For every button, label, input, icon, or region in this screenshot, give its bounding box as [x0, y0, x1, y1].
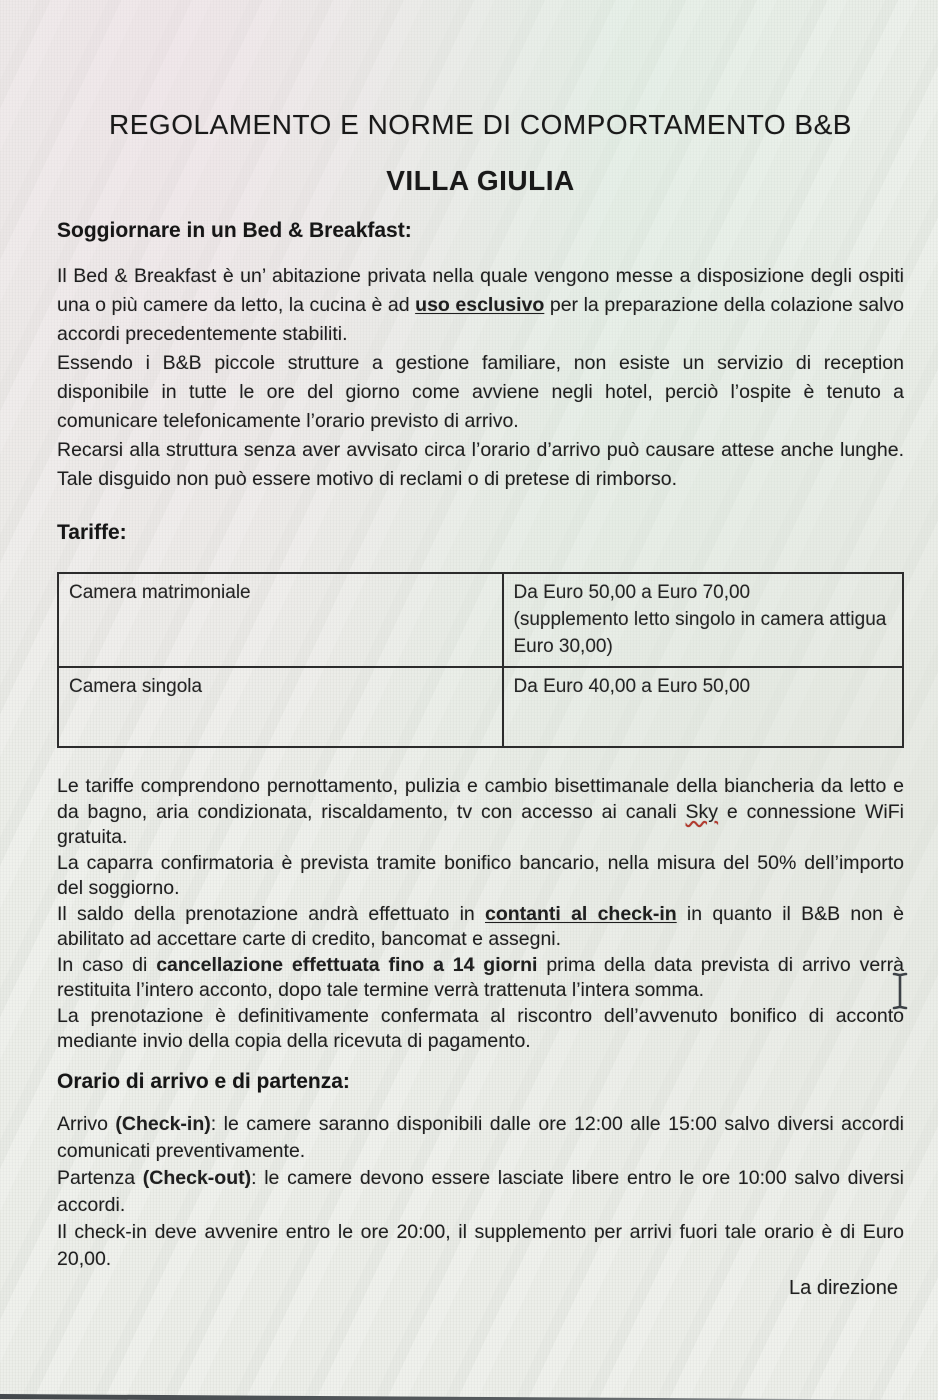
text-segment: per la preparazione della colazione salvo accordi precedentemente stabiliti.	[57, 294, 904, 345]
conditions-text-block	[57, 774, 904, 1055]
paragraph-check-out	[57, 1165, 904, 1219]
text-segment: Il saldo della prenotazione andrà effettuato in	[57, 902, 485, 925]
intro-text-block	[57, 262, 904, 494]
table-cell-price	[503, 573, 904, 667]
tariffe-table	[57, 572, 904, 748]
paragraph-tariffe-include	[57, 774, 904, 851]
emphasis-check-out: (Check-out)	[142, 1166, 252, 1189]
text-segment: Il Bed & Breakfast è un’ abitazione privata nella quale vengono messe a disposizione degli ospiti una o più camere da letto, la cucina è ad	[57, 265, 904, 316]
document-subtitle: VILLA GIULIA	[386, 165, 575, 196]
paragraph-intro-2: Essendo i B&B piccole strutture a gestione familiare, non esiste un servizio di reception disponibile in tutte le ore del giorno come avviene negli hotel, perciò l’ospite è tenuto a comunicare telefonicamente l’orario previsto di arrivo.	[57, 352, 904, 432]
paragraph-intro-1	[57, 262, 904, 349]
price-range: Da Euro 50,00 a Euro 70,00	[513, 582, 751, 603]
screen-bottom-edge	[0, 1394, 938, 1400]
document-title: REGOLAMENTO E NORME DI COMPORTAMENTO B&B	[109, 109, 852, 140]
text-segment: : le camere devono essere lasciate libere entro le ore 10:00 salvo diversi accordi.	[57, 1166, 905, 1216]
section-heading-orario: Orario di arrivo e di partenza:	[57, 1069, 350, 1093]
table-cell-room: Camera matrimoniale	[58, 573, 503, 667]
table-cell-room: Camera singola	[58, 667, 503, 747]
table-row	[58, 573, 903, 667]
document-content	[0, 108, 938, 1301]
signature: La direzione	[789, 1276, 898, 1299]
emphasis-cancellazione-14-giorni: cancellazione effettuata fino a 14 giorni	[156, 953, 538, 976]
paragraph-intro-3: Recarsi alla struttura senza aver avvisato circa l’orario d’arrivo può causare attese anche lunghe. Tale disguido non può essere motivo di reclami o di pretese di rimborso.	[57, 439, 904, 490]
text-segment: Partenza	[57, 1166, 143, 1189]
text-segment: in quanto il B&B non è abilitato ad accettare carte di credito, bancomat e assegni.	[57, 902, 904, 950]
text-segment: In caso di	[57, 953, 157, 976]
text-segment: : le camere saranno disponibili dalle ore 12:00 alle 15:00 salvo diversi accordi comunicati preventivamente.	[57, 1112, 904, 1162]
emphasis-contanti-check-in: contanti al check-in	[485, 902, 677, 925]
text-cursor-ibeam-icon	[890, 971, 910, 1011]
price-range: Da Euro 40,00 a Euro 50,00	[513, 676, 751, 697]
paragraph-conferma-prenotazione: La prenotazione è definitivamente confermata al riscontro dell’avvenuto bonifico di acconto mediante invio della copia della ricevuta di pagamento.	[57, 1004, 904, 1052]
paragraph-cancellazione	[57, 953, 904, 1004]
text-segment: Arrivo	[57, 1112, 116, 1135]
paragraph-check-in-limite: Il check-in deve avvenire entro le ore 20:00, il supplemento per arrivi fuori tale orario è di Euro 20,00.	[57, 1220, 904, 1270]
section-heading-soggiornare: Soggiornare in un Bed & Breakfast:	[57, 219, 412, 242]
spellcheck-word-sky: Sky	[685, 800, 719, 823]
table-cell-price	[503, 667, 904, 747]
text-segment: prima della data prevista di arrivo verrà restituita l’intero acconto, dopo tale termine verrà trattenuta l’intera somma.	[57, 953, 904, 1001]
table-row	[58, 667, 903, 747]
text-segment: Le tariffe comprendono pernottamento, pulizia e cambio bisettimanale della biancheria da letto e da bagno, aria condizionata, riscaldamento, tv con accesso ai canali	[57, 775, 904, 823]
orario-text-block	[57, 1111, 904, 1273]
paragraph-caparra: La caparra confirmatoria è prevista tramite bonifico bancario, nella misura del 50% dell’importo del soggiorno.	[57, 851, 904, 899]
paragraph-saldo	[57, 902, 904, 953]
emphasis-uso-esclusivo: uso esclusivo	[415, 294, 545, 316]
emphasis-check-in: (Check-in)	[115, 1112, 211, 1135]
section-heading-tariffe: Tariffe:	[57, 521, 127, 544]
text-segment: e connessione WiFi gratuita.	[57, 800, 904, 848]
price-note: (supplemento letto singolo in camera attigua Euro 30,00)	[513, 609, 887, 657]
paragraph-check-in	[57, 1111, 904, 1165]
